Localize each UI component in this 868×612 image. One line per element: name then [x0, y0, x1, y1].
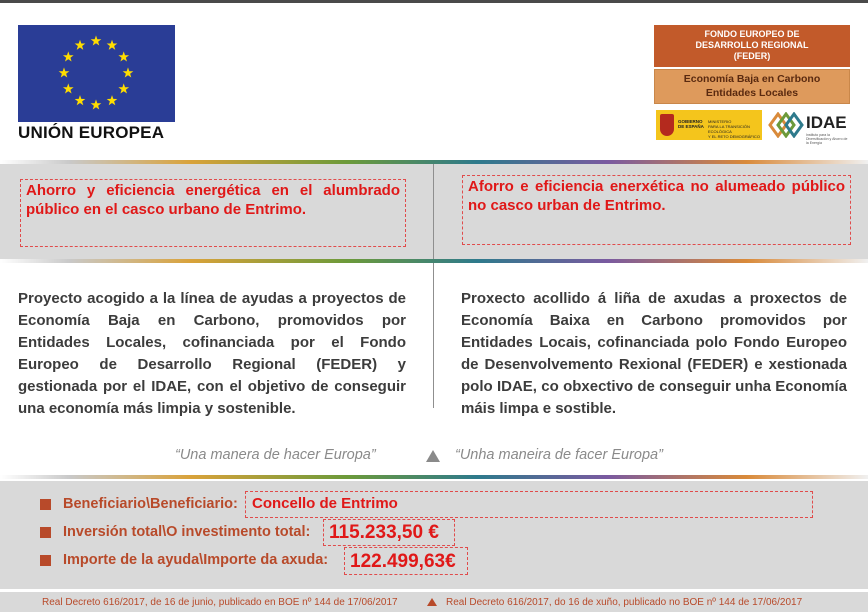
eu-star-icon — [118, 51, 129, 61]
idae-logo-icon — [768, 112, 804, 138]
aid-value: 122.499,63€ — [344, 547, 468, 575]
gradient-divider — [0, 475, 868, 479]
eu-label: UNIÓN EUROPEA — [18, 123, 165, 142]
feder-block — [654, 25, 850, 145]
eu-star-icon — [91, 35, 102, 45]
ministerio-line: Y EL RETO DEMOGRÁFICO — [708, 134, 760, 139]
footer-text-es: Real Decreto 616/2017, de 16 de junio, publicado en BOE nº 144 de 17/06/2017 — [42, 597, 398, 608]
ministerio-line: MINISTERIO — [708, 119, 732, 124]
beneficiary-label: Beneficiario\Beneficiario: — [63, 496, 238, 512]
program-line: Entidades Locales — [705, 87, 799, 99]
header — [0, 3, 868, 160]
aid-label: Importe de la ayuda\Importe da axuda: — [63, 552, 329, 568]
ministerio-text — [708, 119, 762, 139]
feder-title-line: (FEDER) — [733, 51, 771, 61]
body-text-es: Proyecto acogido a la línea de ayudas a proyectos de Economía Baja en Carbono, promovidos por Entidades Locales, cofinanciada por el Fondo Europeo de Desarrollo Regional (FEDER) y gestionada por el IDAE, con el objetivo de conseguir una economía más limpia y sostenible. — [18, 290, 406, 417]
eu-star-icon — [118, 83, 129, 93]
feder-title — [654, 25, 850, 67]
investment-value: 115.233,50 € — [323, 519, 455, 546]
coat-of-arms-icon — [660, 114, 674, 136]
eu-star-icon — [75, 40, 86, 50]
footer-text-gl: Real Decreto 616/2017, do 16 de xuño, publicado no BOE nº 144 de 17/06/2017 — [446, 597, 803, 608]
column-divider — [433, 164, 434, 259]
eu-star-icon — [91, 99, 102, 109]
slogan-es: “Una manera de hacer Europa” — [175, 447, 376, 463]
eu-star-icon — [63, 83, 74, 93]
body-text-gl: Proxecto acollido á liña de axudas a proxectos de Economía Baixa en Carbono promovidos por Entidades Locais, cofinanciada polo Fondo Europeo de Desenvolvemento Rexional (FEDER) e xestionada polo IDAE, co obxectivo de conseguir unha Economía máis limpa e sostible. — [461, 290, 847, 417]
feder-title-line: DESARROLLO REGIONAL — [695, 40, 809, 50]
triangle-icon — [427, 598, 437, 606]
triangle-icon — [426, 450, 440, 462]
eu-star-icon — [123, 67, 134, 77]
investment-label: Inversión total\O investimento total: — [63, 524, 311, 540]
title-gl: Aforro e eficiencia enerxética no alumeado público no casco urban de Entrimo. — [462, 175, 851, 245]
eu-flag-icon — [18, 25, 175, 122]
program-label — [654, 69, 850, 104]
feder-title-line: FONDO EUROPEO DE — [704, 29, 800, 39]
beneficiary-value: Concello de Entrimo — [245, 491, 813, 518]
square-bullet-icon — [40, 499, 51, 510]
program-line: Economía Baja en Carbono — [683, 73, 821, 85]
eu-star-icon — [63, 51, 74, 61]
idae-label: IDAE — [806, 113, 847, 132]
aid-row — [40, 552, 328, 568]
square-bullet-icon — [40, 527, 51, 538]
gobierno-text — [678, 119, 706, 129]
investment-row — [40, 524, 310, 540]
eu-star-icon — [59, 67, 70, 77]
eu-star-icon — [75, 95, 86, 105]
gobierno-logo — [656, 110, 762, 140]
eu-star-icon — [107, 40, 118, 50]
idae-subtitle: Instituto para la Diversificación y Ahorro de la Energía — [806, 133, 848, 145]
logos-row — [654, 110, 850, 145]
square-bullet-icon — [40, 555, 51, 566]
gobierno-line: DE ESPAÑA — [678, 124, 704, 129]
eu-star-icon — [107, 95, 118, 105]
slogan-gl: “Unha maneira de facer Europa” — [455, 447, 663, 463]
column-divider — [433, 263, 434, 408]
title-es: Ahorro y eficiencia energética en el alumbrado público en el casco urbano de Entrimo. — [20, 179, 406, 247]
ministerio-line: PARA LA TRANSICIÓN ECOLÓGICA — [708, 124, 750, 134]
beneficiary-row — [40, 496, 238, 512]
gobierno-line: GOBIERNO — [678, 119, 703, 124]
